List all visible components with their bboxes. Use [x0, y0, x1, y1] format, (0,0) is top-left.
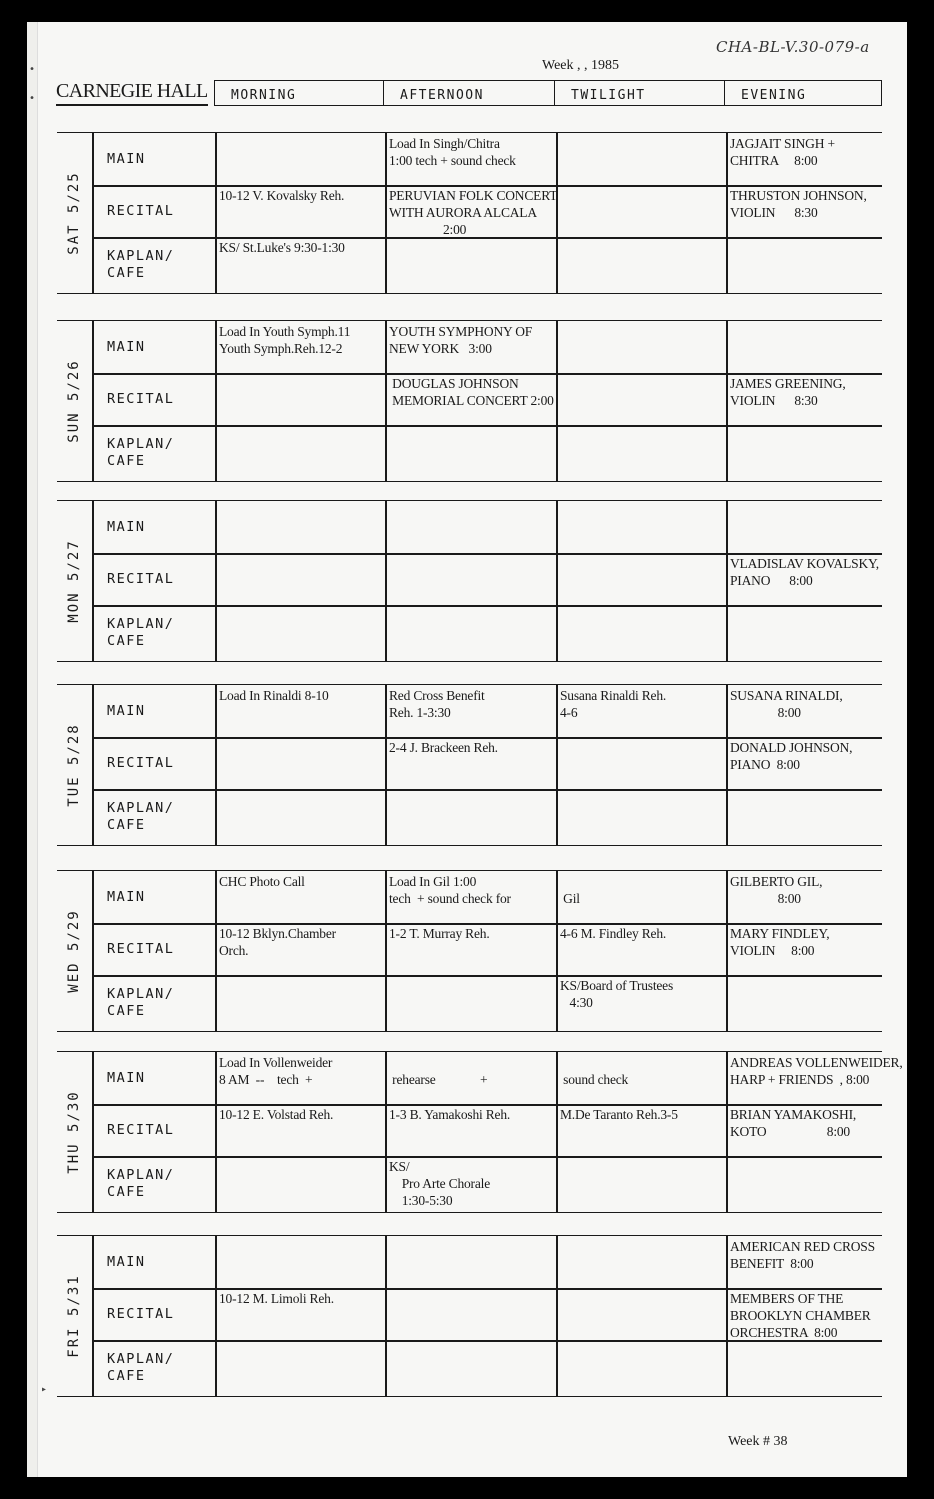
column-divider [92, 321, 94, 481]
schedule-cell-morning: 10-12 Bklyn.Chamber Orch. [219, 926, 336, 958]
day-label-text: FRI 5/31 [66, 1274, 82, 1358]
venue-label: RECITAL [107, 941, 175, 957]
schedule-cell-morning: CHC Photo Call [219, 874, 305, 889]
venue-label: RECITAL [107, 391, 175, 407]
venue-label: KAPLAN/ CAFE [107, 1351, 175, 1384]
column-divider [92, 1052, 94, 1212]
row-divider [92, 425, 882, 427]
venue-label: KAPLAN/ CAFE [107, 800, 175, 833]
day-block [57, 132, 882, 294]
row-divider [92, 789, 882, 791]
archive-id: CHA-BL-V.30-079-a [716, 38, 870, 56]
venue-label: RECITAL [107, 203, 175, 219]
schedule-cell-morning: 10-12 V. Kovalsky Reh. [219, 188, 345, 203]
venue-label: RECITAL [107, 1122, 175, 1138]
schedule-cell-morning: Load In Youth Symph.11 Youth Symph.Reh.12-2 [219, 324, 351, 356]
column-divider [215, 133, 217, 293]
day-label-text: SUN 5/26 [66, 359, 82, 443]
schedule-cell-afternoon: rehearse + [392, 1072, 488, 1087]
schedule-cell-evening: BRIAN YAMAKOSHI, KOTO 8:00 [730, 1107, 857, 1139]
column-divider [726, 1052, 728, 1212]
day-block [57, 320, 882, 482]
schedule-cell-twilight: 4-6 M. Findley Reh. [560, 926, 667, 941]
column-divider [726, 1236, 728, 1396]
schedule-cell-afternoon: Red Cross Benefit Reh. 1-3:30 [389, 688, 485, 720]
logo-underline [56, 104, 208, 106]
column-divider [556, 1052, 558, 1212]
venue-label: KAPLAN/ CAFE [107, 248, 175, 281]
column-divider [215, 685, 217, 845]
column-divider [726, 133, 728, 293]
day-block [57, 1051, 903, 1213]
day-block [57, 500, 882, 662]
schedule-cell-evening: MARY FINDLEY, VIOLIN 8:00 [730, 926, 830, 958]
column-divider [92, 871, 94, 1031]
day-label [57, 1052, 91, 1212]
venue-label: MAIN [107, 151, 146, 167]
row-divider [92, 605, 882, 607]
week-line: Week , , 1985 [542, 58, 620, 73]
header-twilight: TWILIGHT [554, 80, 725, 106]
schedule-cell-afternoon: 2-4 J. Brackeen Reh. [389, 740, 498, 755]
column-divider [556, 321, 558, 481]
venue-label: MAIN [107, 1070, 146, 1086]
venue-label: KAPLAN/ CAFE [107, 1167, 175, 1200]
carnegie-hall-logo: CARNEGIE HALL [56, 80, 208, 102]
column-divider [385, 133, 387, 293]
schedule-cell-morning: Load In Rinaldi 8-10 [219, 688, 329, 703]
column-divider [556, 501, 558, 661]
column-divider [726, 321, 728, 481]
week-number-footer: Week # 38 [728, 1434, 788, 1449]
day-label-text: MON 5/27 [66, 539, 82, 623]
column-divider [726, 685, 728, 845]
schedule-cell-evening: THRUSTON JOHNSON, VIOLIN 8:30 [730, 188, 867, 220]
schedule-cell-morning: Load In Vollenweider 8 AM -- tech + [219, 1055, 333, 1087]
column-divider [385, 501, 387, 661]
venue-label: MAIN [107, 1254, 146, 1270]
day-label [57, 501, 91, 661]
schedule-cell-evening: GILBERTO GIL, 8:00 [730, 874, 823, 906]
venue-label: KAPLAN/ CAFE [107, 436, 175, 469]
venue-label: RECITAL [107, 571, 175, 587]
column-divider [215, 871, 217, 1031]
schedule-cell-morning: 10-12 M. Limoli Reh. [219, 1291, 334, 1306]
schedule-cell-evening: AMERICAN RED CROSS BENEFIT 8:00 [730, 1239, 875, 1271]
schedule-cell-evening: SUSANA RINALDI, 8:00 [730, 688, 843, 720]
day-block [57, 684, 882, 846]
schedule-cell-twilight: KS/Board of Trustees 4:30 [560, 978, 674, 1010]
column-divider [215, 321, 217, 481]
column-divider [92, 501, 94, 661]
column-divider [92, 685, 94, 845]
column-divider [385, 1236, 387, 1396]
schedule-cell-afternoon: 1-3 B. Yamakoshi Reh. [389, 1107, 511, 1122]
schedule-cell-afternoon: YOUTH SYMPHONY OF NEW YORK 3:00 [389, 324, 533, 356]
margin-mark: • [29, 93, 36, 104]
day-label [57, 133, 91, 293]
column-divider [385, 321, 387, 481]
schedule-cell-twilight: sound check [563, 1072, 629, 1087]
column-divider [556, 685, 558, 845]
day-label [57, 321, 91, 481]
venue-label: RECITAL [107, 755, 175, 771]
day-label [57, 1236, 91, 1396]
column-divider [215, 1052, 217, 1212]
column-divider [556, 1236, 558, 1396]
schedule-cell-evening: JAMES GREENING, VIOLIN 8:30 [730, 376, 846, 408]
venue-label: MAIN [107, 889, 146, 905]
schedule-cell-afternoon: 1-2 T. Murray Reh. [389, 926, 490, 941]
column-divider [215, 1236, 217, 1396]
schedule-cell-twilight: M.De Taranto Reh.3-5 [560, 1107, 678, 1122]
schedule-cell-morning: KS/ St.Luke's 9:30-1:30 [219, 240, 345, 255]
column-divider [92, 133, 94, 293]
day-label-text: TUE 5/28 [66, 723, 82, 807]
margin-mark: ▸ [41, 1384, 48, 1395]
venue-label: MAIN [107, 519, 146, 535]
column-divider [385, 871, 387, 1031]
header-afternoon: AFTERNOON [383, 80, 555, 106]
venue-label: KAPLAN/ CAFE [107, 986, 175, 1019]
column-divider [92, 1236, 94, 1396]
schedule-cell-afternoon: Load In Singh/Chitra 1:00 tech + sound check [389, 136, 516, 168]
header-evening: EVENING [724, 80, 882, 106]
day-label-text: WED 5/29 [66, 909, 82, 993]
schedule-cell-evening: VLADISLAV KOVALSKY, PIANO 8:00 [730, 556, 879, 588]
venue-label: KAPLAN/ CAFE [107, 616, 175, 649]
venue-label: MAIN [107, 339, 146, 355]
day-label [57, 871, 91, 1031]
schedule-cell-evening: DONALD JOHNSON, PIANO 8:00 [730, 740, 853, 772]
column-divider [556, 871, 558, 1031]
venue-label: RECITAL [107, 1306, 175, 1322]
schedule-cell-afternoon: PERUVIAN FOLK CONCERT WITH AURORA ALCALA 2:00 [389, 188, 558, 237]
schedule-cell-afternoon: KS/ Pro Arte Chorale 1:30-5:30 [389, 1159, 490, 1208]
venue-label: MAIN [107, 703, 146, 719]
margin-mark: • [29, 64, 36, 75]
day-label [57, 685, 91, 845]
header-morning: MORNING [214, 80, 384, 106]
schedule-cell-afternoon: Load In Gil 1:00 tech + sound check for [389, 874, 511, 906]
day-block [57, 870, 882, 1032]
column-divider [215, 501, 217, 661]
column-divider [726, 871, 728, 1031]
schedule-cell-evening: MEMBERS OF THE BROOKLYN CHAMBER ORCHESTRA 8:00 [730, 1291, 871, 1340]
column-divider [385, 685, 387, 845]
schedule-cell-evening: ANDREAS VOLLENWEIDER, HARP + FRIENDS , 8:00 [730, 1055, 903, 1087]
row-divider [92, 975, 882, 977]
column-divider [726, 501, 728, 661]
day-label-text: THU 5/30 [66, 1090, 82, 1174]
schedule-cell-morning: 10-12 E. Volstad Reh. [219, 1107, 334, 1122]
column-divider [385, 1052, 387, 1212]
day-label-text: SAT 5/25 [66, 171, 82, 255]
schedule-cell-evening: JAGJAIT SINGH + CHITRA 8:00 [730, 136, 835, 168]
schedule-cell-twilight: Susana Rinaldi Reh. 4-6 [560, 688, 667, 720]
day-block [57, 1235, 882, 1397]
schedule-cell-afternoon: DOUGLAS JOHNSON MEMORIAL CONCERT 2:00 [392, 376, 554, 408]
page-edge-strip [27, 22, 38, 1477]
schedule-cell-twilight: Gil [563, 891, 580, 906]
